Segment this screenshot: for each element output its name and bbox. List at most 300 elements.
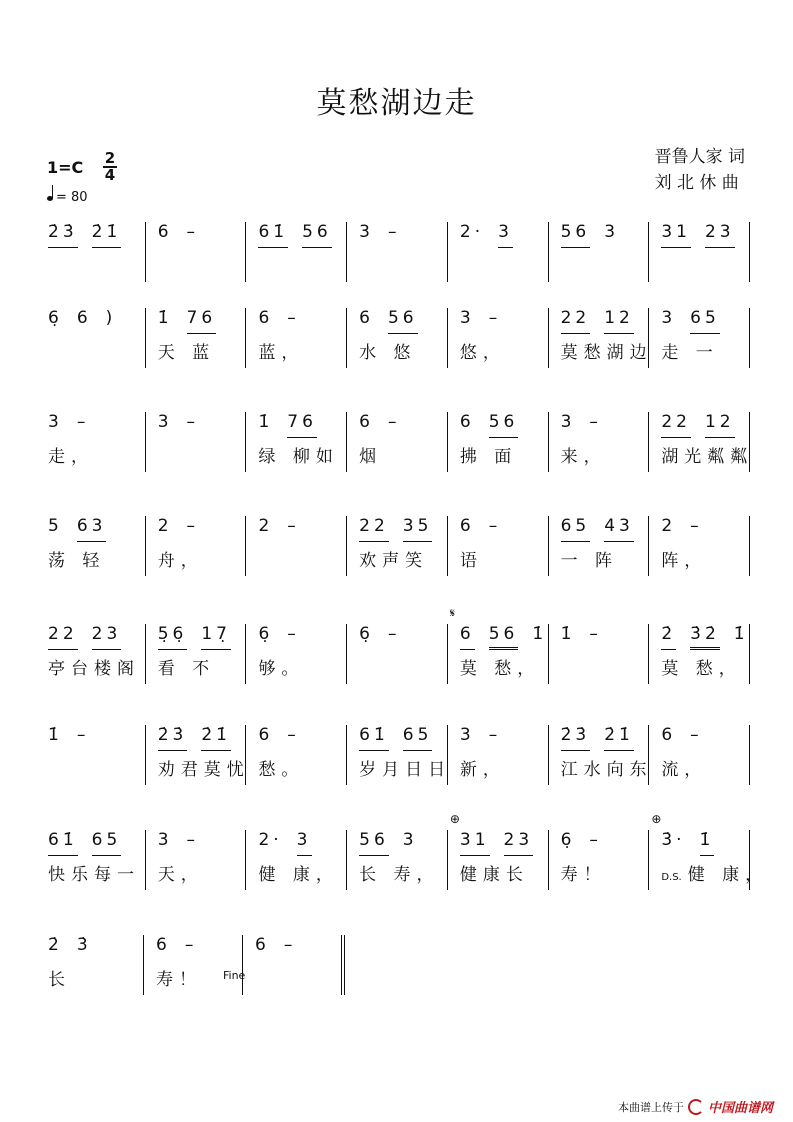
note-group: – [287,308,300,328]
measure [648,516,750,576]
note-group: 63 [77,516,107,542]
note-group: 6 [359,412,374,432]
note-group: – [287,624,300,644]
measure [548,516,649,576]
measure [45,935,143,995]
notes [258,412,316,438]
measure [45,516,145,576]
time-top: 2 [104,149,116,167]
measure [145,624,246,684]
note-group: 1̇ [560,624,576,644]
notes [158,516,199,542]
measure [346,725,452,785]
lyric [661,755,707,780]
measure [648,812,769,890]
notes [661,222,734,248]
measure [648,308,750,368]
lyric [661,442,753,467]
note-group: 6̣ [48,308,63,328]
lyric-text: 快乐每一 [48,865,140,885]
note-group: 1̇ [157,308,173,328]
note-group: – [283,935,297,955]
time-signature [103,151,117,183]
notes [258,308,299,334]
notes [460,412,518,438]
lyric [359,755,451,780]
lyric-text: 一 阵 [560,551,618,571]
lyric-text: 流， [661,760,708,780]
note-group: 2̇1̇ [201,725,231,751]
measure [45,624,145,684]
note-group: – [387,624,401,644]
lyric-text: 莫 愁， [661,659,742,679]
lyric [661,338,718,363]
score-line [45,516,750,576]
measure [447,812,548,890]
note-group: 6 [359,308,374,328]
lyric [156,965,202,990]
notes [258,725,299,751]
lyric-text: 亭台楼阁 [48,659,140,679]
measure [145,412,246,472]
note-group: 2̇ [48,935,63,955]
lyric-text: 烟 [359,447,383,467]
note-group: – [488,516,502,536]
notes [158,624,231,650]
lyricist: 晋鲁人家 词 [654,147,745,167]
lyric [460,442,517,467]
quarter-note-icon [47,196,53,201]
note-group: – [589,830,602,850]
note-group: 3̇ [76,935,92,955]
note-group: 1̇ [532,624,548,644]
note-group: 3 [359,222,374,242]
lyric-text: 天 蓝 [157,343,216,363]
note-group: – [387,222,401,242]
lyric [359,338,416,363]
lyric-text: 寿！ [560,865,607,885]
note-group: 6̣ [359,624,374,644]
notes [158,725,231,751]
note-group: 76 [287,412,317,438]
notes [561,830,602,856]
fine-marking: Fine [223,969,246,982]
measure [245,725,346,785]
note-group: 76 [187,308,217,334]
lyric [48,860,140,885]
note-group: 2̇1̇ [92,222,122,248]
note-group: 1̇ [700,830,715,856]
coda-icon: ⊕ [449,812,460,826]
notes [48,725,89,751]
note-group: – [488,725,502,745]
lyric-text: 欢声笑 [359,551,429,571]
note-group: – [690,516,703,536]
note-group: 23 [705,222,735,248]
note-group: 22 [48,624,78,650]
note-group: 56 [489,624,519,650]
measure [648,412,754,472]
note-group: 2̇3̇ [48,222,78,248]
notes [460,516,501,542]
notes [359,222,400,248]
note-group: – [488,308,502,328]
note-group: 6 [258,308,274,328]
measure [548,412,649,472]
lyric [561,546,618,571]
notes [158,412,199,438]
note-group: – [76,725,90,745]
note-group: 5 [48,516,63,536]
lyric-text: 健 康， [258,865,339,885]
note-group: 17̣ [201,624,231,650]
notes [359,725,432,751]
key-signature: 1=C [47,158,84,177]
note-group: 6 [460,624,475,650]
notes [258,516,299,542]
measure [245,624,346,684]
lyric-text: 寿！ [156,970,202,990]
notes [359,412,400,438]
note-group: 5̣6̣ [158,624,188,650]
note-group: – [287,725,300,745]
note-group: – [186,222,200,242]
lyric [48,546,105,571]
lyric [661,654,741,679]
notes [258,624,299,650]
note-group: 31 [460,830,490,856]
note-group: 2 [157,516,173,536]
measure [145,725,250,785]
lyric [48,654,140,679]
notes [661,624,748,650]
note-group: 12 [604,308,634,334]
score-line [45,412,754,472]
note-group: 3 [560,412,576,432]
note-group: – [184,935,198,955]
measure [245,412,346,472]
lyric [460,654,540,679]
lyric [258,860,338,885]
note-group: 1̇ [48,725,63,745]
measure [447,725,548,785]
note-group: 22 [561,308,591,334]
note-group: 6 [661,725,677,745]
note-group: 6 [157,222,173,242]
note-group: 6̣ [258,624,274,644]
lyric [661,546,707,571]
lyric-text: 劝君莫忧 [157,760,250,780]
note-group: 3 [498,222,513,248]
notes [48,624,121,650]
notes [255,935,296,961]
measure [447,412,548,472]
notes [561,624,602,650]
note-group: – [287,516,300,536]
lyric [359,546,428,571]
note-group: 61̇ [48,830,78,856]
measure [548,222,649,282]
note-group: 3 [157,412,173,432]
notes [48,222,121,248]
lyric [460,338,506,363]
note-group: 23 [92,624,122,650]
lyric-text: 拂 面 [459,447,518,467]
notes [460,830,533,856]
notes [561,222,619,248]
lyric [460,546,483,571]
lyric [661,860,768,885]
note-group: 65 [561,516,591,542]
lyric-text: 语 [459,551,483,571]
score-line [45,725,750,785]
notes [359,516,432,542]
note-group: 3 [459,308,475,328]
lyric-text: 岁月日日 [359,760,452,780]
note-group: 43 [604,516,634,542]
lyric [258,654,304,679]
notes [561,308,634,334]
site-logo-icon [688,1099,704,1115]
notes [48,412,89,438]
measure [648,222,750,282]
lyric-text: 莫愁湖边 [560,343,653,363]
measure [45,725,145,785]
measure [447,516,548,576]
tempo-marking [47,190,88,205]
note-group: 2· [258,830,283,850]
note-group: 2̇3̇ [158,725,188,751]
measure [45,412,145,472]
lyric [258,755,304,780]
measure [45,308,145,368]
measure [548,725,653,785]
footer-text: 本曲谱上传于 [617,1100,684,1114]
lyric-text: 莫 愁， [459,659,541,679]
measure [548,308,653,368]
credits [655,144,745,196]
note-group: – [186,830,200,850]
note-group: 3 [402,830,418,850]
measure [223,935,345,995]
notes [460,725,501,751]
measure [245,222,346,282]
notes [661,412,734,438]
notes [460,222,513,248]
notes [359,308,417,334]
notes [158,830,199,856]
lyric [48,442,94,467]
lyric [158,546,204,571]
note-group: – [387,412,401,432]
notes [258,222,331,248]
note-group: 56 [561,222,591,248]
note-group: 2 [661,516,677,536]
note-group: 65 [403,725,433,751]
note-group: 6 [156,935,171,955]
note-group: 3 [459,725,475,745]
notes [561,516,634,542]
note-group: 3 [661,308,677,328]
lyric-text: 舟， [157,551,204,571]
note-group: – [690,725,703,745]
lyric [258,442,338,467]
site-logo[interactable]: 中国曲谱网 [707,1101,773,1116]
lyric [158,755,250,780]
song-title: 莫愁湖边走 [316,86,477,121]
note-group: 61̇ [258,222,288,248]
score-line [45,606,750,684]
notes [661,830,714,856]
lyric-text: 蓝， [258,343,305,363]
notes [258,830,311,856]
lyric-text: 够。 [258,659,305,679]
time-bottom: 4 [104,166,116,184]
lyric [561,755,653,780]
measure [45,222,145,282]
lyric [460,860,529,885]
lyric [48,965,71,990]
segno-icon: 𝄋 [449,606,456,620]
score-line [45,308,750,368]
notes [48,830,121,856]
measure [346,412,447,472]
lyric [561,442,607,467]
lyric-text: 愁。 [258,760,305,780]
note-group: 6 [459,516,475,536]
note-group: 1̇ [258,412,274,432]
measure [346,830,447,890]
note-group: 61̇ [359,725,389,751]
lyric-text: 长 寿， [359,865,440,885]
lyric [158,338,215,363]
note-group: – [186,412,200,432]
note-group: – [589,624,602,644]
note-group: 56 [302,222,332,248]
notes [661,308,719,334]
note-group: 65 [92,830,122,856]
note-group: 2 [258,516,274,536]
lyric-text: 湖光粼粼 [661,447,754,467]
notes [158,222,199,248]
measure [245,830,346,890]
lyric [359,442,382,467]
notes [661,725,702,751]
lyric [158,654,215,679]
note-group: 56 [359,830,389,856]
note-group: 6 [76,308,92,328]
notes [460,308,501,334]
note-group: – [186,516,200,536]
note-group: 12 [705,412,735,438]
measure [548,624,649,684]
notes [561,412,602,438]
measure [145,830,246,890]
note-group: ) [105,308,117,328]
notes [661,516,702,542]
measure [145,516,246,576]
note-group: – [589,412,602,432]
measure [447,222,548,282]
measure [145,308,246,368]
score-line [45,935,345,995]
lyric-text: 荡 轻 [48,551,106,571]
note-group: 56 [489,412,519,438]
measure [548,830,649,890]
lyric [460,755,506,780]
note-group: 3 [48,412,63,432]
lyric-text: 长 [48,970,71,990]
lyric-text: 健康长 [459,865,529,885]
measure [648,624,750,684]
measure [648,725,750,785]
lyric-text: 走， [48,447,94,467]
lyric-text: 江水向东 [560,760,653,780]
note-group: 2̇ [661,624,676,650]
lyric-text: 阵， [661,551,708,571]
note-group: – [76,412,90,432]
lyric [359,860,439,885]
measure [245,516,346,576]
notes [156,935,197,961]
note-group: 2̇3̇ [561,725,591,751]
lyric-text: 走 一 [661,343,719,363]
ds-marking: D.S. [661,872,682,883]
note-group: 31 [661,222,691,248]
notes [359,624,400,650]
notes [561,725,634,751]
lyric-text: 健 康， [687,865,769,885]
measure [45,830,145,890]
note-group: 3̇· [661,830,686,850]
lyric-text: 绿 柳如 [258,447,339,467]
note-group: 6̣ [560,830,576,850]
note-group: 2· [459,222,485,242]
lyric [158,860,204,885]
lyric-text: 水 悠 [359,343,417,363]
note-group: 3 [157,830,173,850]
composer: 刘 北 休 曲 [654,173,739,193]
note-group: 6 [255,935,270,955]
measure [145,222,246,282]
note-group: 56 [388,308,418,334]
measure [143,935,242,995]
note-group: 3 [297,830,312,856]
note-group: 2̇1̇ [604,725,634,751]
lyric-text: 天， [157,865,204,885]
lyric-text: 悠， [459,343,506,363]
note-group: 22 [661,412,691,438]
note-group: 6 [258,725,274,745]
notes [48,935,92,961]
lyric [258,338,304,363]
footer [618,1097,773,1116]
coda-icon: ⊕ [651,812,662,826]
measure [346,516,447,576]
note-group: 3̇2̇ [690,624,720,650]
note-group: 65 [690,308,720,334]
measure [245,308,346,368]
notes [460,624,547,650]
lyric-text: 看 不 [157,659,216,679]
measure [447,606,548,684]
measure [346,222,447,282]
measure [346,624,447,684]
measure [346,308,447,368]
score-line [45,812,769,890]
notes [48,516,106,542]
lyric [561,338,653,363]
